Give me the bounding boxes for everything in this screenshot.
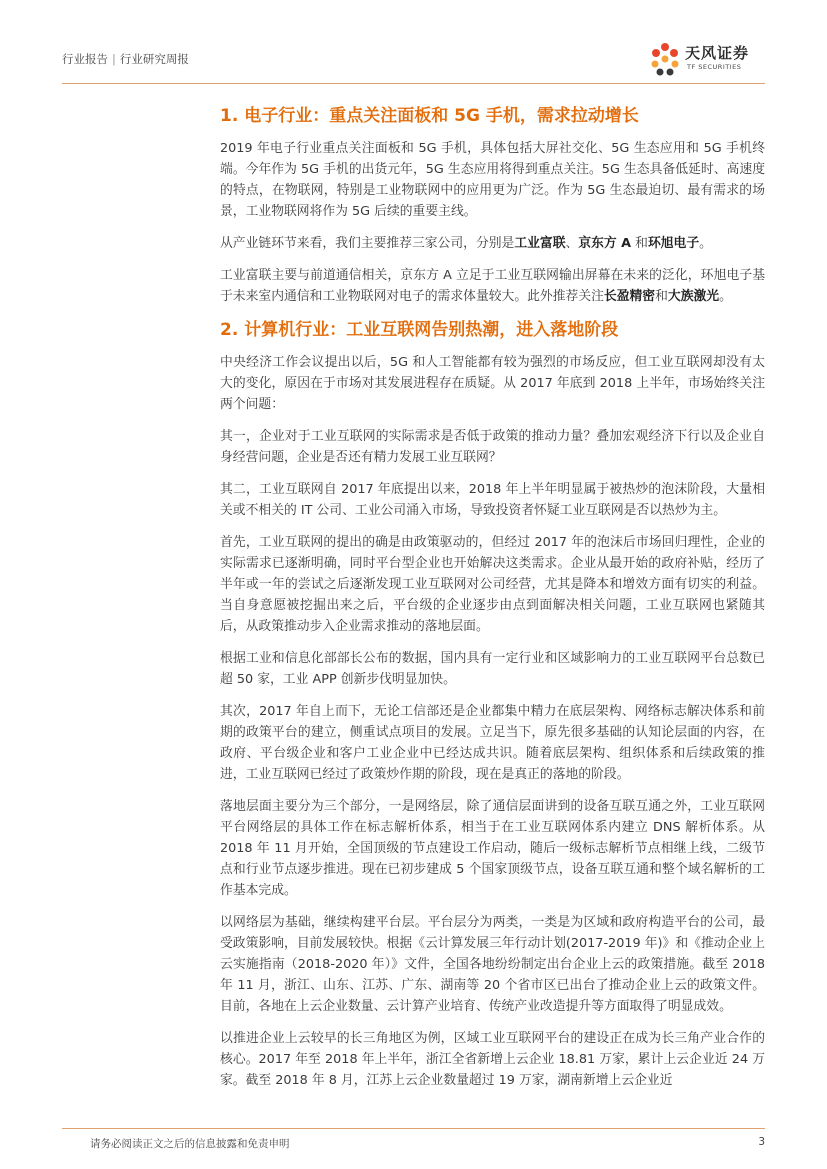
breadcrumb-report-type: 行业报告 [62, 52, 108, 66]
paragraph: 落地层面主要分为三个部分，一是网络层，除了通信层面讲到的设备互联互通之外，工业互联网平台网络层的具体工作在标志解析体系，相当于在工业互联网体系内建立 DNS 解析体系。从 2018 年 11 月开始，全国顶级的节点建设工作启动，随后一级标志解析节点相继上线，二级节点和行业节点逐步推进。现在已初步建成 5 个国家顶级节点，设备互联互通和整个域名解析的工作基本完成。 [220, 799, 765, 898]
text-run: 和 [655, 289, 668, 304]
logo-flower-icon [645, 40, 685, 80]
header-divider [62, 83, 765, 84]
breadcrumb-report-series: 行业研究周报 [119, 52, 189, 66]
breadcrumb-separator: | [112, 52, 116, 66]
report-body [220, 98, 765, 1102]
company-name: 工业富联 [514, 236, 566, 251]
text-run: 从产业链环节来看，我们主要推荐三家公司，分别是 [220, 236, 515, 251]
company-logo [645, 40, 765, 80]
company-name: 京东方 A [578, 236, 632, 251]
page-number: 3 [758, 1136, 765, 1148]
paragraph-recommendations [220, 233, 765, 254]
text-run: 。 [719, 289, 732, 304]
company-name: 长盈精密 [603, 289, 656, 304]
paragraph: 其二，工业互联网自 2017 年底提出以来，2018 年上半年明显属于被热炒的泡沫阶段，大量相关或不相关的 IT 公司、工业公司涌入市场，导致投资者怀疑工业互联网是否以热炒为主。 [220, 482, 765, 518]
footer-disclaimer: 请务必阅读正文之后的信息披露和免责申明 [90, 1138, 290, 1150]
breadcrumb [62, 51, 189, 67]
paragraph-company-notes [220, 265, 765, 307]
text-run: 、 [565, 236, 579, 251]
paragraph: 首先，工业互联网的提出的确是由政策驱动的，但经过 2017 年的泡沫后市场回归理性，企业的实际需求已逐渐明确，同时平台型企业也开始解决这类需求。企业从最开始的政府补贴，经历了半年或一年的尝试之后逐渐发现工业互联网对公司经营，尤其是降本和增效方面有切实的利益。当自身意愿被挖掘出来之后，平台级的企业逐步由点到面解决相关问题，工业互联网也紧随其后，从政策推动步入企业需求推动的落地层面。 [220, 535, 765, 634]
page-header [62, 40, 765, 80]
paragraph: 其次，2017 年自上而下，无论工信部还是企业都集中精力在底层架构、网络标志解决体系和前期的政策平台的建立，侧重试点项目的发展。立足当下，原先很多基础的认知论层面的内容，在政府、平台级企业和客户工业企业中已经达成共识。随着底层架构、组织体系和后续政策的推进，工业互联网已经过了政策炒作期的阶段，现在是真正的落地的阶段。 [220, 704, 765, 782]
paragraph: 中央经济工作会议提出以后，5G 和人工智能都有较为强烈的市场反应，但工业互联网却没有太大的变化，原因在于市场对其发展进程存在质疑。从 2017 年底到 2018 上半年，市场始终关注两个问题： [220, 355, 765, 412]
section-heading-computer: 2. 计算机行业：工业互联网告别热潮，进入落地阶段 [220, 320, 619, 340]
company-name: 环旭电子 [647, 236, 700, 251]
text-run: 。 [699, 236, 712, 251]
paragraph: 以推进企业上云较早的长三角地区为例，区域工业互联网平台的建设正在成为长三角产业合作的核心。2017 年至 2018 年上半年，浙江全省新增上云企业 18.81 万家，累计上云企业近 24 万家。截至 2018 年 8 月，江苏上云企业数量超过 19 万家，湖南新增上云企业近 [220, 1031, 765, 1088]
paragraph: 2019 年电子行业重点关注面板和 5G 手机，具体包括大屏社交化、5G 生态应用和 5G 手机终端。今年作为 5G 手机的出货元年，5G 生态应用将得到重点关注。5G 生态具备低延时、高速度的特点，在物联网，特别是工业物联网中的应用更为广泛。作为 5G 生态最迫切、最有需求的场景，工业物联网将作为 5G 后续的重要主线。 [220, 141, 765, 219]
company-name: 大族激光 [667, 289, 720, 304]
paragraph: 根据工业和信息化部部长公布的数据，国内具有一定行业和区域影响力的工业互联网平台总数已超 50 家，工业 APP 创新步伐明显加快。 [220, 651, 765, 687]
logo-subtext: TF SECURITIES [687, 63, 742, 71]
logo-text: 天风证券 [685, 44, 750, 62]
text-run: 工业富联主要与前道通信相关，京东方 A 立足于工业互联网输出屏幕在未来的泛化，环旭电子基于未来室内通信和工业物联网对电子的需求体量较大。此外推荐关注 [220, 268, 765, 304]
text-run: 和 [631, 236, 648, 251]
section-heading-electronics: 1. 电子行业：重点关注面板和 5G 手机，需求拉动增长 [220, 106, 639, 126]
paragraph: 其一，企业对于工业互联网的实际需求是否低于政策的推动力量？叠加宏观经济下行以及企业自身经营问题，企业是否还有精力发展工业互联网？ [220, 429, 765, 465]
footer-divider [62, 1128, 765, 1129]
paragraph: 以网络层为基础，继续构建平台层。平台层分为两类，一类是为区域和政府构造平台的公司，最受政策影响，目前发展较快。根据《云计算发展三年行动计划(2017-2019 年)》和《推动企业上云实施指南（2018-2020 年）》文件，全国各地纷纷制定出台企业上云的政策措施。截至 2018 年 11 月，浙江、山东、江苏、广东、湖南等 20 个省市区已出台了推动企业上云的政策文件。目前，各地在上云企业数量、云计算产业培育、传统产业改造提升等方面取得了明显成效。 [220, 915, 765, 1014]
